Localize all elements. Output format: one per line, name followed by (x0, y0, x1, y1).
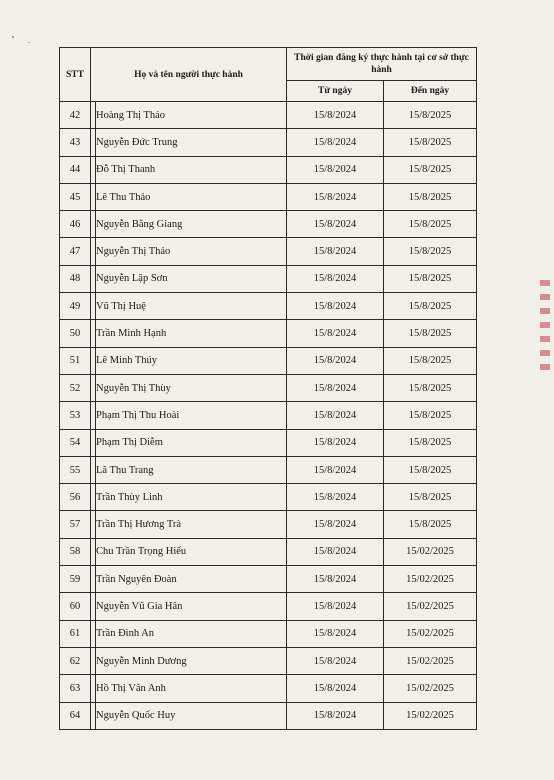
row-to-date: 15/8/2025 (384, 511, 477, 538)
practitioner-table (59, 47, 477, 730)
row-from-date: 15/8/2024 (287, 566, 384, 593)
scan-speck (28, 42, 30, 43)
header-name: Họ và tên người thực hành (91, 48, 287, 102)
row-to-date: 15/8/2025 (384, 265, 477, 292)
table-row (60, 374, 477, 401)
row-from-date: 15/8/2024 (287, 183, 384, 210)
row-from-date: 15/8/2024 (287, 129, 384, 156)
row-stt: 49 (60, 293, 91, 320)
row-name: Nguyễn Minh Dương (96, 647, 287, 674)
row-name: Phạm Thị Thu Hoài (96, 402, 287, 429)
row-to-date: 15/8/2025 (384, 102, 477, 129)
row-to-date: 15/8/2025 (384, 211, 477, 238)
table-row (60, 484, 477, 511)
margin-stamp-mark (540, 280, 550, 370)
row-to-date: 15/8/2025 (384, 347, 477, 374)
row-from-date: 15/8/2024 (287, 538, 384, 565)
table-row (60, 211, 477, 238)
row-to-date: 15/02/2025 (384, 702, 477, 729)
row-to-date: 15/8/2025 (384, 238, 477, 265)
row-stt: 48 (60, 265, 91, 292)
row-stt: 58 (60, 538, 91, 565)
row-stt: 50 (60, 320, 91, 347)
table-row (60, 347, 477, 374)
row-to-date: 15/02/2025 (384, 647, 477, 674)
row-to-date: 15/8/2025 (384, 183, 477, 210)
row-stt: 52 (60, 374, 91, 401)
row-to-date: 15/8/2025 (384, 429, 477, 456)
table-row (60, 183, 477, 210)
row-from-date: 15/8/2024 (287, 593, 384, 620)
row-name: Nguyễn Thị Thảo (96, 238, 287, 265)
row-stt: 42 (60, 102, 91, 129)
scan-speck (12, 36, 14, 38)
table-row (60, 293, 477, 320)
row-name: Nguyễn Bằng Giang (96, 211, 287, 238)
row-from-date: 15/8/2024 (287, 484, 384, 511)
row-name: Trần Thị Hương Trà (96, 511, 287, 538)
row-stt: 43 (60, 129, 91, 156)
table-row (60, 402, 477, 429)
row-name: Vũ Thị Huệ (96, 293, 287, 320)
row-stt: 56 (60, 484, 91, 511)
row-name: Trần Minh Hạnh (96, 320, 287, 347)
row-stt: 63 (60, 675, 91, 702)
row-stt: 44 (60, 156, 91, 183)
row-from-date: 15/8/2024 (287, 156, 384, 183)
row-stt: 46 (60, 211, 91, 238)
table-row (60, 320, 477, 347)
row-to-date: 15/02/2025 (384, 593, 477, 620)
row-from-date: 15/8/2024 (287, 620, 384, 647)
table-row (60, 702, 477, 729)
row-stt: 45 (60, 183, 91, 210)
row-name: Đỗ Thị Thanh (96, 156, 287, 183)
row-stt: 64 (60, 702, 91, 729)
row-stt: 62 (60, 647, 91, 674)
row-stt: 53 (60, 402, 91, 429)
row-name: Phạm Thị Diễm (96, 429, 287, 456)
row-name: Hồ Thị Vân Anh (96, 675, 287, 702)
row-stt: 61 (60, 620, 91, 647)
row-name: Nguyễn Vũ Gia Hân (96, 593, 287, 620)
row-stt: 54 (60, 429, 91, 456)
row-stt: 60 (60, 593, 91, 620)
row-to-date: 15/8/2025 (384, 156, 477, 183)
row-to-date: 15/8/2025 (384, 320, 477, 347)
row-to-date: 15/8/2025 (384, 402, 477, 429)
table-row (60, 647, 477, 674)
header-from-date: Từ ngày (287, 81, 384, 102)
table-row (60, 129, 477, 156)
row-stt: 47 (60, 238, 91, 265)
row-stt: 55 (60, 456, 91, 483)
table-body (60, 102, 477, 730)
row-stt: 57 (60, 511, 91, 538)
row-name: Trần Đình An (96, 620, 287, 647)
row-name: Lã Thu Trang (96, 456, 287, 483)
row-name: Chu Trần Trọng Hiếu (96, 538, 287, 565)
row-name: Nguyễn Thị Thùy (96, 374, 287, 401)
row-to-date: 15/02/2025 (384, 538, 477, 565)
table-row (60, 265, 477, 292)
table-row (60, 511, 477, 538)
row-name: Lê Minh Thúy (96, 347, 287, 374)
row-name: Nguyễn Quốc Huy (96, 702, 287, 729)
row-to-date: 15/8/2025 (384, 374, 477, 401)
row-to-date: 15/8/2025 (384, 293, 477, 320)
header-to-date: Đến ngày (384, 81, 477, 102)
table-row (60, 429, 477, 456)
row-from-date: 15/8/2024 (287, 320, 384, 347)
row-name: Trần Nguyên Đoàn (96, 566, 287, 593)
table-row (60, 538, 477, 565)
row-name: Nguyễn Đức Trung (96, 129, 287, 156)
table-row (60, 102, 477, 129)
table-row (60, 156, 477, 183)
table-row (60, 456, 477, 483)
row-from-date: 15/8/2024 (287, 429, 384, 456)
row-name: Nguyễn Lập Sơn (96, 265, 287, 292)
row-to-date: 15/8/2025 (384, 129, 477, 156)
row-from-date: 15/8/2024 (287, 402, 384, 429)
row-from-date: 15/8/2024 (287, 265, 384, 292)
table-row (60, 620, 477, 647)
row-to-date: 15/02/2025 (384, 566, 477, 593)
table-row (60, 675, 477, 702)
row-name: Lê Thu Thảo (96, 183, 287, 210)
row-to-date: 15/02/2025 (384, 675, 477, 702)
row-stt: 51 (60, 347, 91, 374)
row-from-date: 15/8/2024 (287, 675, 384, 702)
row-from-date: 15/8/2024 (287, 347, 384, 374)
row-from-date: 15/8/2024 (287, 702, 384, 729)
row-to-date: 15/02/2025 (384, 620, 477, 647)
header-period: Thời gian đăng ký thực hành tại cơ sở thực hành (287, 48, 477, 81)
row-stt: 59 (60, 566, 91, 593)
table-row (60, 238, 477, 265)
table-row (60, 566, 477, 593)
row-to-date: 15/8/2025 (384, 456, 477, 483)
table-row (60, 593, 477, 620)
row-from-date: 15/8/2024 (287, 293, 384, 320)
row-from-date: 15/8/2024 (287, 456, 384, 483)
row-to-date: 15/8/2025 (384, 484, 477, 511)
row-name: Trần Thùy Linh (96, 484, 287, 511)
row-from-date: 15/8/2024 (287, 374, 384, 401)
row-from-date: 15/8/2024 (287, 211, 384, 238)
header-stt: STT (60, 48, 91, 102)
row-name: Hoàng Thị Thảo (96, 102, 287, 129)
row-from-date: 15/8/2024 (287, 511, 384, 538)
row-from-date: 15/8/2024 (287, 647, 384, 674)
row-from-date: 15/8/2024 (287, 238, 384, 265)
row-from-date: 15/8/2024 (287, 102, 384, 129)
